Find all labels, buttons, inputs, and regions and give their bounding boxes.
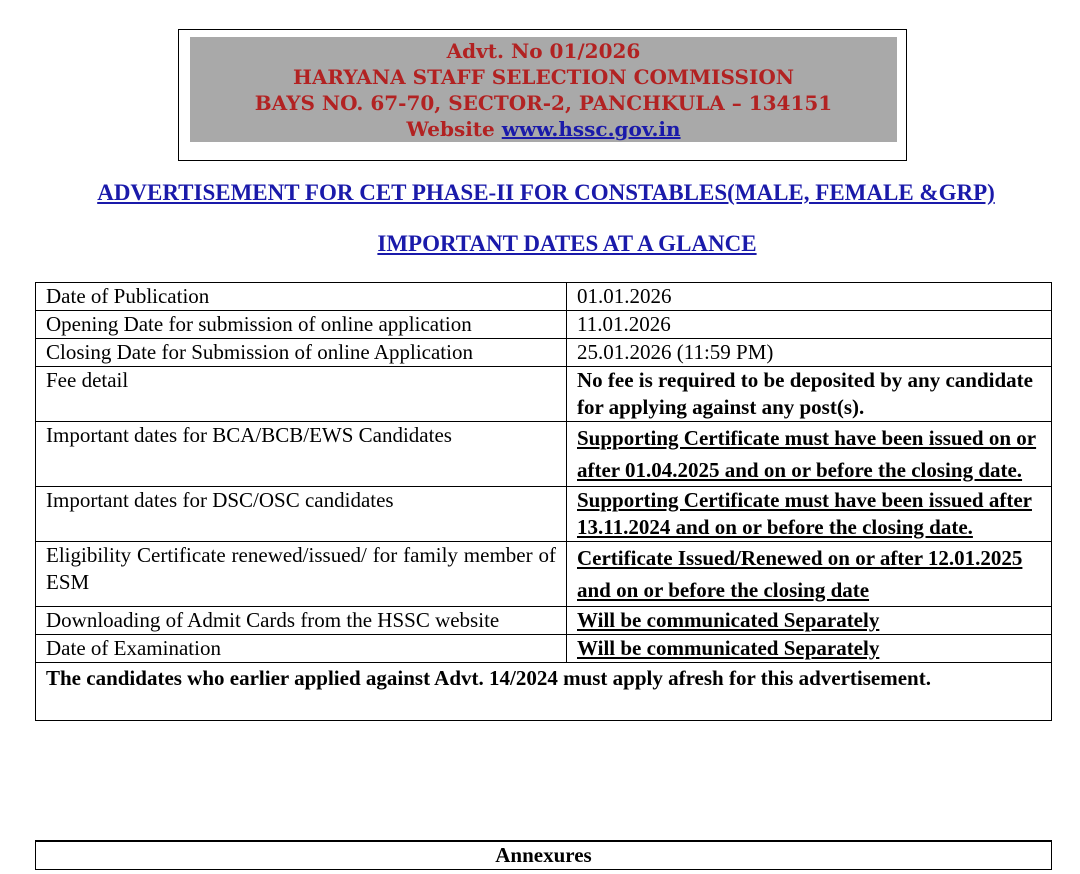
row-value: 11.01.2026 bbox=[567, 311, 1052, 339]
row-value: Certificate Issued/Renewed on or after 12.01.2025 and on or before the closing date bbox=[577, 546, 1023, 602]
row-value: Will be communicated Separately bbox=[577, 608, 880, 632]
header-banner bbox=[190, 37, 897, 142]
row-value-cell bbox=[567, 422, 1052, 487]
table-row bbox=[36, 422, 1052, 487]
row-label: Downloading of Admit Cards from the HSSC website bbox=[36, 607, 567, 635]
row-value-cell bbox=[567, 607, 1052, 635]
row-label: Important dates for DSC/OSC candidates bbox=[36, 487, 567, 542]
row-value: 01.01.2026 bbox=[567, 283, 1052, 311]
organization-name: HARYANA STAFF SELECTION COMMISSION bbox=[292, 65, 795, 89]
annexures-heading: Annexures bbox=[35, 840, 1052, 870]
row-label: Eligibility Certificate renewed/issued/ for family member of ESM bbox=[36, 542, 567, 607]
row-value: Supporting Certificate must have been issued after 13.11.2024 and on or before the closing date. bbox=[577, 488, 1032, 539]
table-row bbox=[36, 635, 1052, 663]
website-label: Website bbox=[406, 117, 495, 141]
advt-number: Advt. No 01/2026 bbox=[446, 39, 641, 63]
table-row bbox=[36, 311, 1052, 339]
row-label: Fee detail bbox=[36, 367, 567, 422]
note-row bbox=[36, 663, 1052, 721]
row-value-cell bbox=[567, 487, 1052, 542]
important-dates-title: IMPORTANT DATES AT A GLANCE bbox=[377, 231, 757, 256]
row-value-cell bbox=[567, 542, 1052, 607]
table-row bbox=[36, 283, 1052, 311]
row-label: Opening Date for submission of online application bbox=[36, 311, 567, 339]
table-row bbox=[36, 367, 1052, 422]
row-value: 25.01.2026 (11:59 PM) bbox=[567, 339, 1052, 367]
row-label: Important dates for BCA/BCB/EWS Candidates bbox=[36, 422, 567, 487]
row-label: Date of Publication bbox=[36, 283, 567, 311]
row-value: Supporting Certificate must have been issued on or after 01.04.2025 and on or before the closing date. bbox=[577, 426, 1037, 482]
advertisement-title: ADVERTISEMENT FOR CET PHASE-II FOR CONSTABLES(MALE, FEMALE &GRP) bbox=[97, 180, 995, 205]
reapply-note: The candidates who earlier applied against Advt. 14/2024 must apply afresh for this advertisement. bbox=[36, 663, 1052, 721]
table-row bbox=[36, 487, 1052, 542]
table-row bbox=[36, 339, 1052, 367]
website-line bbox=[190, 116, 897, 142]
header-box bbox=[178, 29, 907, 161]
important-dates-table bbox=[35, 282, 1052, 721]
row-value: No fee is required to be deposited by any candidate for applying against any post(s). bbox=[567, 367, 1052, 422]
organization-address: BAYS NO. 67-70, SECTOR-2, PANCHKULA – 134151 bbox=[254, 91, 833, 115]
website-link[interactable]: www.hssc.gov.in bbox=[501, 117, 681, 141]
table-row bbox=[36, 542, 1052, 607]
row-value-cell bbox=[567, 635, 1052, 663]
row-label: Date of Examination bbox=[36, 635, 567, 663]
table-row bbox=[36, 607, 1052, 635]
row-label: Closing Date for Submission of online Application bbox=[36, 339, 567, 367]
row-value: Will be communicated Separately bbox=[577, 636, 880, 660]
